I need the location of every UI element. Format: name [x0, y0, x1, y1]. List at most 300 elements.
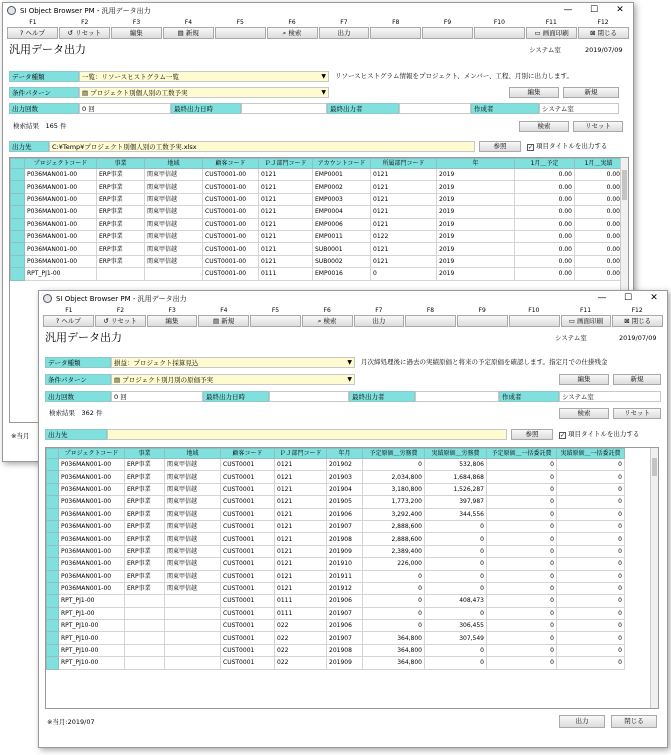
column-header[interactable]: 年月: [327, 449, 363, 459]
row-header[interactable]: [47, 471, 59, 483]
row-header[interactable]: [47, 595, 59, 607]
out-count-label: 出力回数: [9, 103, 79, 114]
table-cell: 0: [425, 644, 487, 656]
row-header[interactable]: [47, 459, 59, 471]
condition-select[interactable]: ▤ プロジェクト別月別の原価予実 ▼: [111, 374, 355, 385]
table-cell: 0: [487, 632, 557, 644]
table-row[interactable]: [47, 570, 625, 582]
row-header[interactable]: [47, 533, 59, 545]
print-icon: ▭: [568, 317, 577, 325]
fkey-button-label: 新規: [185, 29, 199, 37]
table-row[interactable]: [47, 459, 625, 471]
table-cell: 0: [363, 595, 425, 607]
close-icon[interactable]: ✕: [616, 5, 624, 15]
table-row[interactable]: [11, 255, 623, 267]
table-cell: 0121: [275, 483, 327, 495]
column-header[interactable]: 地域: [165, 449, 221, 459]
table-cell: ERP事業: [125, 496, 165, 508]
maximize-icon[interactable]: ☐: [589, 5, 599, 15]
table-cell: RPT_PJ1-00: [25, 268, 97, 280]
table-row[interactable]: [47, 533, 625, 545]
table-cell: 0121: [275, 558, 327, 570]
table-cell: 022: [275, 644, 327, 656]
table-cell: 関東甲信越: [145, 193, 203, 205]
search-button[interactable]: 検索: [559, 408, 609, 419]
column-header[interactable]: プロジェクトコード: [25, 159, 97, 169]
table-row[interactable]: [11, 169, 623, 181]
table-row[interactable]: [47, 657, 625, 669]
table-cell: CUST0001: [221, 471, 275, 483]
table-cell: 0: [487, 471, 557, 483]
chevron-down-icon: ▼: [321, 73, 326, 80]
table-row[interactable]: [47, 607, 625, 619]
table-row[interactable]: [47, 520, 625, 532]
fkey-label: F11: [545, 19, 557, 26]
result-grid[interactable]: [45, 447, 659, 709]
column-header[interactable]: 事業: [125, 449, 165, 459]
table-cell: CUST0001-00: [203, 218, 259, 230]
table-cell: CUST0001-00: [203, 268, 259, 280]
table-cell: P036MAN001-00: [59, 496, 125, 508]
table-cell: 0111: [275, 607, 327, 619]
new-button[interactable]: 新規: [563, 87, 619, 98]
help-icon: ?: [55, 317, 62, 325]
table-cell: RPT_PJ10-00: [59, 620, 125, 632]
table-row[interactable]: [11, 181, 623, 193]
column-header[interactable]: 1月＿実績: [575, 159, 623, 169]
row-header[interactable]: [47, 607, 59, 619]
column-header[interactable]: プロジェクトコード: [59, 449, 125, 459]
row-header[interactable]: [47, 570, 59, 582]
table-cell: 0: [487, 496, 557, 508]
table-row[interactable]: [47, 496, 625, 508]
print-icon: ▭: [534, 29, 543, 37]
table-cell: P036MAN001-00: [59, 558, 125, 570]
fkey-label: F10: [493, 19, 505, 26]
table-cell: [97, 268, 145, 280]
table-row[interactable]: [47, 558, 625, 570]
table-row[interactable]: [11, 243, 623, 255]
table-row[interactable]: [47, 545, 625, 557]
table-cell: ERP事業: [97, 181, 145, 193]
table-row[interactable]: [11, 268, 623, 280]
table-cell: 0: [487, 520, 557, 532]
output-button[interactable]: 出力: [559, 715, 605, 728]
edit-button[interactable]: 編集: [509, 87, 559, 98]
table-cell: 関東甲信越: [145, 206, 203, 218]
column-header[interactable]: ＰＪ部門コード: [275, 449, 327, 459]
chevron-down-icon: ▼: [347, 376, 352, 383]
fkey-button-search[interactable]: [267, 27, 318, 39]
table-row[interactable]: [11, 218, 623, 230]
table-cell: 0: [363, 582, 425, 594]
minimize-icon[interactable]: —: [563, 5, 573, 15]
condition-label: 条件パターン: [45, 374, 111, 385]
chevron-down-icon: ▼: [347, 359, 352, 366]
column-header[interactable]: アカウントコード: [313, 159, 371, 169]
fkey-button-label: 編集: [129, 29, 143, 37]
table-cell: CUST0001: [221, 545, 275, 557]
table-cell: 2,389,400: [363, 545, 425, 557]
column-header[interactable]: 実績原価＿労務費: [425, 449, 487, 459]
new-icon: ▤: [213, 317, 222, 325]
close-icon[interactable]: ✕: [650, 293, 658, 303]
row-header[interactable]: [47, 558, 59, 570]
table-cell: 2019: [437, 268, 515, 280]
table-cell: 関東甲信越: [165, 508, 221, 520]
table-cell: CUST0001-00: [203, 206, 259, 218]
table-row[interactable]: [11, 193, 623, 205]
table-cell: [165, 644, 221, 656]
last-date-value: [269, 391, 349, 402]
fkey-button-empty: [250, 315, 301, 327]
row-header[interactable]: [11, 218, 25, 230]
table-cell: 2,888,600: [363, 533, 425, 545]
table-cell: [125, 595, 165, 607]
system-label: システム室: [555, 334, 587, 342]
table-cell: 0: [487, 558, 557, 570]
check-icon: ✓: [528, 144, 534, 151]
minimize-icon[interactable]: —: [597, 293, 607, 303]
row-header[interactable]: [11, 181, 25, 193]
last-user-label: 最終出力者: [327, 103, 399, 114]
table-cell: 0: [425, 545, 487, 557]
fkey-label: F11: [579, 307, 592, 314]
row-header[interactable]: [11, 193, 25, 205]
corner-header: [11, 159, 25, 169]
table-cell: 201906: [327, 595, 363, 607]
help-icon: ?: [19, 29, 26, 37]
function-key-toolbar: [43, 315, 663, 327]
condition-select[interactable]: ▤ プロジェクト別個人別の工数予実 ▼: [79, 87, 329, 98]
fkey-button-label: ヘルプ: [25, 29, 45, 37]
fkey-button-label: リセット: [75, 29, 102, 37]
row-header[interactable]: [47, 545, 59, 557]
table-cell: 201906: [327, 620, 363, 632]
table-cell: 0121: [275, 545, 327, 557]
table-cell: SUB0002: [313, 255, 371, 267]
column-header[interactable]: 顧客コード: [221, 449, 275, 459]
table-cell: 0.00: [515, 255, 575, 267]
table-cell: 0.00: [515, 268, 575, 280]
fkey-button-label: 検索: [288, 29, 302, 37]
table-cell: 0121: [259, 206, 313, 218]
table-cell: 344,556: [425, 508, 487, 520]
page-title: 汎用データ出力: [9, 43, 86, 56]
result-count: 検索結果 362 件: [49, 409, 103, 417]
fkey-button-help[interactable]: [7, 27, 58, 39]
fkey-label: F2: [81, 19, 89, 26]
close-button[interactable]: 閉じる: [611, 715, 657, 728]
fkey-button-output[interactable]: [319, 27, 370, 39]
column-header[interactable]: 1月＿予定: [515, 159, 575, 169]
table-row[interactable]: [47, 644, 625, 656]
fkey-button-new[interactable]: [198, 315, 249, 327]
table-cell: 0121: [275, 533, 327, 545]
row-header[interactable]: [11, 169, 25, 181]
table-row[interactable]: [47, 508, 625, 520]
table-cell: 201912: [327, 582, 363, 594]
search-icon: ⌕: [317, 317, 324, 325]
row-header[interactable]: [11, 268, 25, 280]
table-cell: 0: [557, 632, 625, 644]
fkey-button-print[interactable]: [561, 315, 612, 327]
reset-icon: ↺: [67, 29, 76, 37]
reset-icon: ↺: [103, 317, 111, 325]
table-cell: CUST0001: [221, 644, 275, 656]
column-header[interactable]: 予定原価＿労務費: [363, 449, 425, 459]
table-cell: 0: [487, 644, 557, 656]
last-user-value: [415, 391, 499, 402]
table-cell: 2019: [437, 181, 515, 193]
row-header[interactable]: [47, 620, 59, 632]
table-cell: ERP事業: [125, 520, 165, 532]
row-header[interactable]: [47, 632, 59, 644]
column-header[interactable]: 予定原価＿一括委託費: [487, 449, 557, 459]
table-cell: 0121: [275, 471, 327, 483]
fkey-button-reset[interactable]: [59, 27, 110, 39]
table-cell: 関東甲信越: [145, 218, 203, 230]
column-header[interactable]: 実績原価＿一括委託費: [557, 449, 625, 459]
search-icon: ⌕: [282, 29, 289, 37]
table-cell: 2019: [437, 255, 515, 267]
row-header[interactable]: [11, 243, 25, 255]
fkey-button-output[interactable]: [354, 315, 405, 327]
table-cell: 1,773,200: [363, 496, 425, 508]
fkey-button-label: 画面印刷: [542, 29, 569, 37]
fkey-button-label: 画面印刷: [576, 317, 603, 325]
last-date-value: [241, 103, 327, 114]
table-cell: 0: [487, 533, 557, 545]
table-cell: 関東甲信越: [165, 558, 221, 570]
table-cell: 0122: [371, 230, 437, 242]
table-cell: ERP事業: [125, 558, 165, 570]
table-cell: CUST0001-00: [203, 243, 259, 255]
table-row[interactable]: [47, 483, 625, 495]
table-cell: CUST0001: [221, 632, 275, 644]
condition-label: 条件パターン: [9, 87, 79, 98]
table-cell: 0: [371, 268, 437, 280]
table-cell: P036MAN001-00: [59, 570, 125, 582]
fkey-label: F3: [132, 19, 141, 26]
column-header[interactable]: ＰＪ部門コード: [259, 159, 313, 169]
table-cell: CUST0001: [221, 620, 275, 632]
table-cell: EMP0004: [313, 206, 371, 218]
table-cell: 0.00: [515, 243, 575, 255]
out-count-value: 0 回: [79, 103, 171, 114]
data-table: [46, 448, 625, 670]
fkey-button-new[interactable]: [163, 27, 214, 39]
column-header[interactable]: 年: [437, 159, 515, 169]
table-row[interactable]: [11, 206, 623, 218]
table-cell: P036MAN001-00: [25, 193, 97, 205]
scrollbar-thumb[interactable]: [652, 458, 657, 476]
fkey-button-label: 出力: [337, 29, 351, 37]
table-cell: CUST0001: [221, 582, 275, 594]
column-header[interactable]: 顧客コード: [203, 159, 259, 169]
table-cell: 0: [557, 471, 625, 483]
table-cell: 0.00: [575, 193, 623, 205]
table-cell: 関東甲信越: [165, 520, 221, 532]
column-header[interactable]: 所属部門コード: [371, 159, 437, 169]
row-header[interactable]: [47, 657, 59, 669]
fkey-button-reset[interactable]: [95, 315, 146, 327]
table-cell: P036MAN001-00: [59, 520, 125, 532]
edit-button[interactable]: 編集: [559, 374, 609, 385]
browse-button[interactable]: 参照: [479, 141, 521, 152]
table-row[interactable]: [47, 471, 625, 483]
table-cell: 関東甲信越: [165, 582, 221, 594]
fkey-button-label: 閉じる: [597, 29, 618, 37]
title-checkbox[interactable]: ✓ 項目タイトルを出力する: [528, 142, 608, 151]
reset-button[interactable]: リセット: [573, 121, 623, 132]
fkey-button-close[interactable]: [612, 315, 663, 327]
table-cell: ERP事業: [97, 206, 145, 218]
table-cell: 0: [363, 607, 425, 619]
table-cell: 0: [487, 459, 557, 471]
table-cell: 0121: [275, 496, 327, 508]
row-header[interactable]: [47, 582, 59, 594]
table-cell: 364,800: [363, 644, 425, 656]
fkey-button-empty: [457, 315, 508, 327]
row-header[interactable]: [47, 508, 59, 520]
table-cell: 022: [275, 657, 327, 669]
table-cell: ERP事業: [125, 545, 165, 557]
table-cell: 201904: [327, 483, 363, 495]
table-cell: 0121: [371, 181, 437, 193]
out-count-value: 0 回: [111, 391, 203, 402]
dest-input[interactable]: C:¥Temp¥プロジェクト別個人別の工数予実.xlsx: [49, 141, 475, 152]
table-cell: 関東甲信越: [165, 471, 221, 483]
table-cell: 0.00: [515, 181, 575, 193]
fkey-button-edit[interactable]: [111, 27, 162, 39]
new-button[interactable]: 新規: [613, 374, 661, 385]
fkey-label: F2: [116, 307, 125, 314]
table-row[interactable]: [47, 620, 625, 632]
table-cell: 0.00: [515, 206, 575, 218]
row-header[interactable]: [11, 255, 25, 267]
last-date-label: 最終出力日時: [203, 391, 269, 402]
fkey-label: F8: [426, 307, 435, 314]
table-cell: 2019: [437, 243, 515, 255]
table-row[interactable]: [11, 230, 623, 242]
maximize-icon[interactable]: ☐: [623, 293, 633, 303]
fkey-label: F4: [184, 19, 193, 26]
table-cell: 0.00: [515, 230, 575, 242]
row-header[interactable]: [47, 483, 59, 495]
table-row[interactable]: [47, 632, 625, 644]
table-cell: 0: [557, 496, 625, 508]
row-header[interactable]: [11, 230, 25, 242]
table-cell: ERP事業: [125, 483, 165, 495]
table-cell: P036MAN001-00: [59, 471, 125, 483]
last-user-value: [399, 103, 471, 114]
table-cell: 0: [425, 582, 487, 594]
table-cell: 0121: [275, 520, 327, 532]
table-cell: ERP事業: [125, 533, 165, 545]
fkey-button-search[interactable]: [302, 315, 353, 327]
fkey-label: F1: [29, 19, 37, 26]
data-kind-select[interactable]: 一覧：リソースヒストグラム一覧 ▼: [79, 71, 329, 82]
table-row[interactable]: [47, 595, 625, 607]
fkey-label: F10: [528, 307, 540, 314]
row-header[interactable]: [47, 644, 59, 656]
table-cell: CUST0001-00: [203, 169, 259, 181]
table-cell: 関東甲信越: [165, 545, 221, 557]
browse-button[interactable]: 参照: [511, 429, 553, 440]
scrollbar-thumb[interactable]: [622, 170, 627, 200]
table-cell: 201906: [327, 508, 363, 520]
data-kind-select[interactable]: 損益：プロジェクト採算見込 ▼: [111, 357, 355, 368]
table-cell: [165, 607, 221, 619]
table-cell: [125, 607, 165, 619]
table-cell: 0121: [259, 243, 313, 255]
fkey-label: F9: [443, 19, 452, 26]
table-cell: 0: [487, 483, 557, 495]
table-cell: 0121: [371, 243, 437, 255]
fkey-button-edit[interactable]: [147, 315, 198, 327]
title-checkbox[interactable]: ✓ 項目タイトルを出力する: [560, 430, 640, 439]
search-button[interactable]: 検索: [519, 121, 569, 132]
chevron-down-icon: ▼: [321, 89, 326, 96]
table-cell: 0: [487, 508, 557, 520]
table-cell: 0.00: [575, 206, 623, 218]
table-cell: [165, 620, 221, 632]
table-cell: ERP事業: [97, 193, 145, 205]
row-header[interactable]: [47, 520, 59, 532]
footnote: ※当月:2019/07: [47, 718, 95, 726]
fkey-label: F7: [340, 19, 348, 26]
table-cell: 201907: [327, 520, 363, 532]
table-cell: P036MAN001-00: [59, 533, 125, 545]
table-cell: 0121: [371, 169, 437, 181]
table-cell: 関東甲信越: [145, 230, 203, 242]
row-header[interactable]: [47, 496, 59, 508]
dest-input[interactable]: [107, 429, 507, 440]
vertical-scrollbar[interactable]: [650, 448, 658, 708]
fkey-button-empty: [509, 315, 560, 327]
table-cell: CUST0001: [221, 496, 275, 508]
fkey-label: F7: [375, 307, 383, 314]
table-cell: 0121: [371, 206, 437, 218]
table-cell: RPT_PJ1-00: [59, 607, 125, 619]
column-header[interactable]: 事業: [97, 159, 145, 169]
table-row[interactable]: [47, 582, 625, 594]
fkey-button-help[interactable]: [43, 315, 94, 327]
fkey-label: F1: [65, 307, 73, 314]
table-cell: RPT_PJ1-00: [59, 595, 125, 607]
table-cell: 2019: [437, 218, 515, 230]
table-cell: 関東甲信越: [145, 255, 203, 267]
fkey-button-print[interactable]: [526, 27, 577, 39]
table-cell: [125, 644, 165, 656]
fkey-button-close[interactable]: [578, 27, 629, 39]
table-cell: CUST0001-00: [203, 193, 259, 205]
table-cell: 0: [557, 657, 625, 669]
table-cell: 0: [487, 657, 557, 669]
table-cell: 0.00: [575, 243, 623, 255]
table-cell: 0: [557, 558, 625, 570]
table-cell: 201908: [327, 533, 363, 545]
row-header[interactable]: [11, 206, 25, 218]
new-icon: ▤: [177, 29, 186, 37]
function-key-labels: [43, 307, 663, 315]
fkey-button-empty: [422, 27, 473, 39]
table-cell: 201910: [327, 558, 363, 570]
column-header[interactable]: 地域: [145, 159, 203, 169]
table-cell: P036MAN001-00: [25, 230, 97, 242]
reset-button[interactable]: リセット: [613, 408, 661, 419]
